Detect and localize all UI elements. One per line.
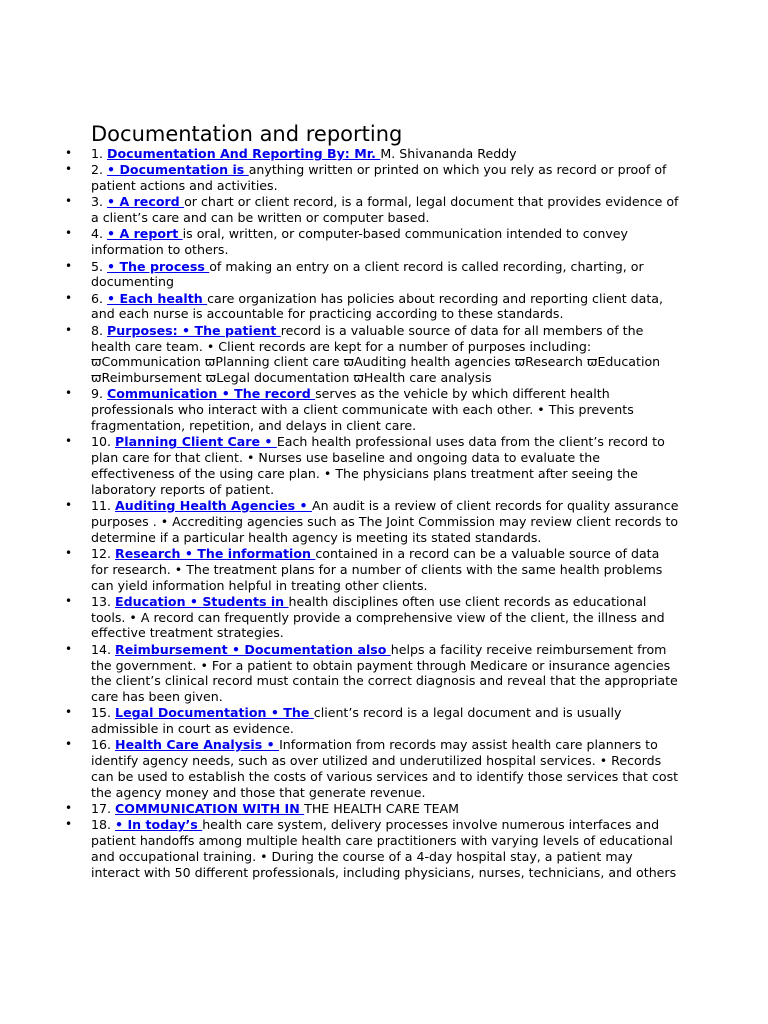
item-link[interactable]: Planning Client Care • — [115, 434, 277, 450]
item-text: care organization has policies about recording and reporting client data, and each nurse is accountable for practicing according to these standards. — [91, 290, 664, 322]
item-number: 6. — [91, 290, 108, 306]
list-item — [0, 705, 679, 737]
item-link[interactable]: • Documentation is — [107, 162, 249, 178]
item-number: 10. — [91, 434, 116, 450]
item-text: An audit is a review of client records for quality assurance purposes . • Accrediting agencies such as The Joint Commission may review client records to determine if a particular health agency is meeting its stated standards. — [91, 498, 679, 545]
item-number: 14. — [91, 641, 116, 657]
item-number: 8. — [91, 322, 108, 338]
list-item — [0, 226, 679, 258]
item-number: 11. — [91, 498, 116, 514]
item-number: 15. — [91, 705, 116, 721]
item-link[interactable]: • In today’s — [115, 817, 203, 833]
item-number: 12. — [91, 545, 116, 561]
list-item — [0, 259, 679, 291]
list-item — [0, 162, 679, 194]
list-item — [0, 817, 679, 880]
item-text: health disciplines often use client records as educational tools. • A record can frequently provide a comprehensive view of the client, the illness and effective treatment strategies. — [91, 593, 665, 641]
item-text: health care system, delivery processes involve numerous interfaces and patient handoffs among multiple health care practitioners with varying levels of educational and occupational training. • During the course of a 4-day hospital stay, a patient may interact with 50 different professionals, including physicians, nurses, technicians, and others — [91, 817, 677, 880]
item-text: helps a facility receive reimbursement from the government. • For a patient to obtain payment through Medicare or insurance agencies the client’s clinical record must contain the correct diagnosis and reveal that the appropriate care has been given. — [91, 641, 678, 705]
item-link[interactable]: Education • Students in — [115, 593, 289, 609]
item-link[interactable]: Communication • The record — [107, 386, 316, 402]
bullet-list — [0, 146, 768, 881]
item-number: 17. — [91, 801, 116, 817]
list-item — [0, 801, 679, 817]
item-number: 18. — [91, 817, 116, 833]
list-item — [0, 291, 679, 323]
list-item — [0, 146, 679, 162]
list-item — [0, 737, 679, 800]
item-text: anything written or printed on which you rely as record or proof of patient actions and activities. — [91, 162, 667, 194]
list-item — [0, 386, 679, 433]
item-link[interactable]: Auditing Health Agencies • — [115, 498, 312, 514]
item-number: 5. — [91, 258, 108, 274]
item-text: of making an entry on a client record is called recording, charting, or documenting — [91, 258, 644, 290]
item-text: serves as the vehicle by which different health professionals who interact with a client communicate with each other. • This prevents fragmentation, repetition, and delays in client care. — [91, 386, 634, 434]
item-number: 2. — [91, 162, 108, 178]
list-item — [0, 323, 679, 386]
list-item — [0, 194, 679, 226]
list-item — [0, 434, 679, 497]
item-number: 3. — [91, 194, 108, 210]
item-text: Information from records may assist health care planners to identify agency needs, such as over utilized and underutilized hospital services. • Records can be used to establish the costs of various services and to identify those services that cost the agency money and those that generate revenue. — [91, 737, 679, 800]
item-text: Each health professional uses data from the client’s record to plan care for that client. • Nurses use baseline and ongoing data to evaluate the effectiveness of the using care plan. • The physicians plans treatment after seeing the laboratory reports of patient. — [91, 434, 665, 497]
page-title: Documentation and reporting — [91, 122, 403, 146]
item-text: THE HEALTH CARE TEAM — [304, 801, 460, 817]
item-number: 4. — [91, 226, 108, 242]
list-item — [0, 642, 679, 705]
item-link[interactable]: Research • The information — [115, 545, 316, 561]
item-number: 1. — [91, 146, 108, 161]
item-text: record is a valuable source of data for all members of the health care team. • Client records are kept for a number of purposes including: ϖCommunication ϖPlanning client care ϖAuditing health agencies ϖResearch ϖEducation ϖReimbursement ϖLegal documentation ϖHealth care analysis — [91, 322, 661, 386]
item-link[interactable]: Legal Documentation • The — [115, 705, 314, 721]
item-link[interactable]: • A record — [107, 194, 185, 210]
item-link[interactable]: Documentation And Reporting By: Mr. — [107, 146, 381, 161]
item-link[interactable]: Health Care Analysis • — [115, 737, 280, 753]
item-text: M. Shivananda Reddy — [380, 146, 517, 161]
item-link[interactable]: • The process — [107, 258, 210, 274]
item-number: 13. — [91, 593, 116, 609]
item-link[interactable]: • A report — [107, 226, 183, 242]
item-link[interactable]: COMMUNICATION WITH IN — [115, 801, 305, 817]
item-text: contained in a record can be a valuable source of data for research. • The treatment plans for a number of clients with the same health problems can yield information helpful in treating other clients. — [91, 545, 663, 593]
list-item — [0, 594, 679, 641]
list-item — [0, 498, 679, 545]
item-link[interactable]: Reimbursement • Documentation also — [115, 641, 391, 657]
item-number: 16. — [91, 737, 116, 753]
item-link[interactable]: Purposes: • The patient — [107, 322, 281, 338]
item-number: 9. — [91, 386, 108, 402]
item-text: or chart or client record, is a formal, legal document that provides evidence of a client’s care and can be written or computer based. — [91, 194, 679, 226]
item-link[interactable]: • Each health — [107, 290, 208, 306]
list-item — [0, 546, 679, 593]
item-text: is oral, written, or computer-based communication intended to convey information to others. — [91, 226, 628, 258]
item-text: client’s record is a legal document and is usually admissible in court as evidence. — [91, 705, 622, 737]
